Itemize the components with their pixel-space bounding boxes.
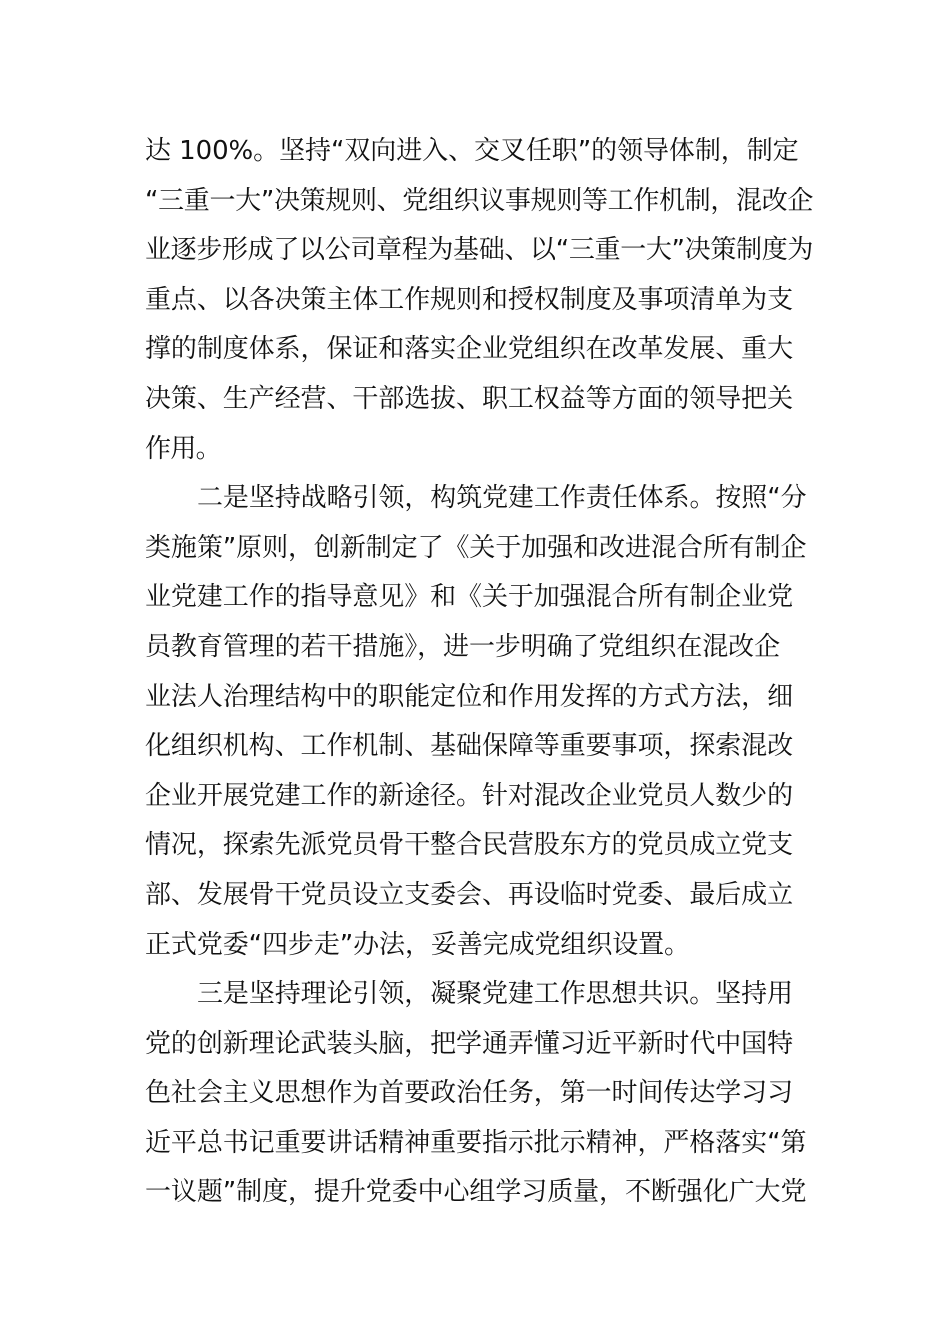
text-line: 员教育管理的若干措施》，进一步明确了党组织在混改企	[145, 631, 781, 662]
paragraph-2-start: 二是坚持战略引领，构筑党建工作责任体系。按照“分	[197, 483, 807, 514]
text-line: 化组织机构、工作机制、基础保障等重要事项，探索混改	[145, 731, 794, 762]
text-line: 近平总书记重要讲话精神重要指示批示精神，严格落实“第	[145, 1127, 807, 1158]
text-line: 业党建工作的指导意见》和《关于加强混合所有制企业党	[145, 582, 794, 613]
text-line: 党的创新理论武装头脑，把学通弄懂习近平新时代中国特	[145, 1028, 794, 1059]
text-line: 业法人治理结构中的职能定位和作用发挥的方式方法，细	[145, 681, 794, 712]
text-line: 类施策”原则，创新制定了《关于加强和改进混合所有制企	[145, 532, 807, 563]
paragraph-3-start: 三是坚持理论引领，凝聚党建工作思想共识。坚持用	[197, 979, 793, 1010]
text-line: 撑的制度体系，保证和落实企业党组织在改革发展、重大	[145, 334, 794, 365]
text-line: 企业开展党建工作的新途径。针对混改企业党员人数少的	[145, 780, 794, 811]
text-line: 色社会主义思想作为首要政治任务，第一时间传达学习习	[145, 1078, 794, 1109]
text-line: 作用。	[145, 433, 221, 464]
text-line: 情况，探索先派党员骨干整合民营股东方的党员成立党支	[145, 830, 794, 861]
text-line: 业逐步形成了以公司章程为基础、以“三重一大”决策制度为	[145, 235, 814, 266]
text-line: 一议题”制度，提升党委中心组学习质量，不断强化广大党	[145, 1177, 807, 1208]
body-text	[145, 127, 815, 1218]
text-line: 部、发展骨干党员设立支委会、再设临时党委、最后成立	[145, 879, 794, 910]
text-line: 正式党委“四步走”办法，妥善完成党组织设置。	[145, 929, 690, 960]
text-line: 重点、以各决策主体工作规则和授权制度及事项清单为支	[145, 284, 794, 315]
text-line: 达 100%。坚持“双向进入、交叉任职”的领导体制，制定	[145, 136, 799, 166]
text-line: 决策、生产经营、干部选拔、职工权益等方面的领导把关	[145, 383, 794, 414]
text-line: “三重一大”决策规则、党组织议事规则等工作机制，混改企	[145, 185, 814, 216]
